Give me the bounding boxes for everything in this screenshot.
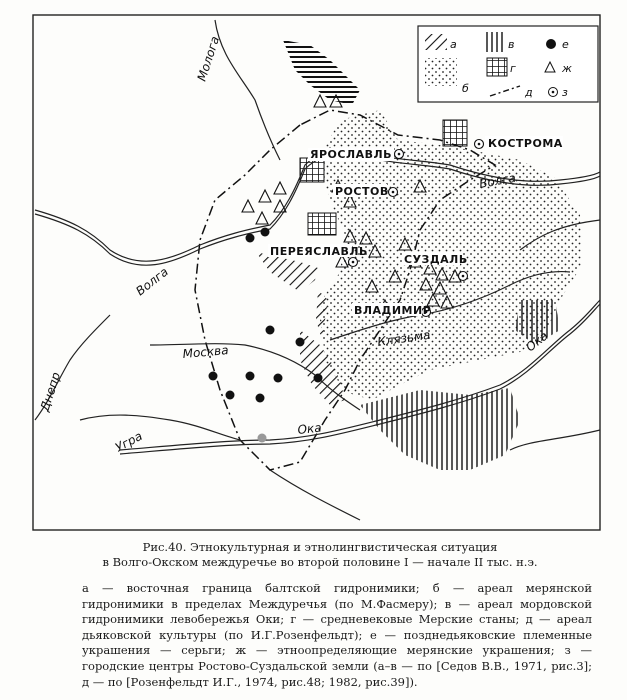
legend-label-b: б <box>462 82 469 95</box>
baltic-boundary-hatch <box>256 252 318 292</box>
river-label-volga-west: Волга <box>133 264 171 299</box>
river-label-oka-east: Ока <box>523 328 551 355</box>
river-label-mologa: Молога <box>194 34 223 83</box>
river-label-moskva: Москва <box>182 343 230 361</box>
legend-label-zh: ж <box>562 62 572 75</box>
river-mologa <box>215 20 280 160</box>
city-label-kostroma: КОСТРОМА <box>488 137 563 150</box>
legend-explanation: а — восточная граница балтской гидронимики; б — ареал мерянской гидронимики в пределах Междуречья (по М.Фасмеру); в — ареал мордовской гидронимики левобережья Оки; г — средневековые Мерские станы; д — ареал дьяковской культуры (по И.Г.Розенфельдт); е — позднедьяковские племенные украшения — серьги; ж — этноопределяющие мерянские украшения; з — городские центры Ростово-Суздальской земли (а–в — по [Седов В.В., 1971, рис.3]; д — по [Розенфельдт И.Г., 1974, рис.48; 1982, рис.39]). <box>82 581 592 689</box>
city-label-suzdal: СУЗДАЛЬ <box>404 253 468 266</box>
mordovian-hydronymy-area <box>360 388 520 470</box>
legend-label-d: д <box>525 86 533 99</box>
river-ugra <box>80 415 240 440</box>
city-label-vladimir: ВЛАДИМИР <box>354 304 432 317</box>
northern-hatched-area <box>283 40 360 105</box>
legend-label-z: з <box>562 86 568 99</box>
river-oka-south <box>270 470 360 520</box>
legend-box <box>418 26 598 102</box>
figure-caption-title: Рис.40. Этнокультурная и этнолингвистическая ситуация <box>142 540 498 554</box>
city-label-yaroslavl: ЯРОСЛАВЛЬ <box>310 148 393 161</box>
city-label-rostov: РОСТОВ <box>335 185 389 198</box>
figure-caption-subtitle: в Волго-Окском междуречье во второй половине I — начале II тыс. н.э. <box>102 555 538 569</box>
river-south-east <box>510 430 600 450</box>
legend-label-a: а <box>450 38 457 51</box>
river-label-volga-north: Волга <box>478 170 517 191</box>
legend-label-e: е <box>562 38 569 51</box>
mer-camp-rostov <box>308 213 336 235</box>
city-label-pereyaslavl: ПЕРЕЯСЛАВЛЬ <box>270 245 368 258</box>
legend-label-g: г <box>510 62 516 75</box>
river-label-oka-south: Ока <box>296 420 323 437</box>
river-label-klyazma: Клязьма <box>376 327 432 349</box>
river-label-ugra: Угра <box>112 428 145 455</box>
legend-label-v: в <box>508 38 515 51</box>
river-label-dnepr: Днепр <box>37 370 64 413</box>
